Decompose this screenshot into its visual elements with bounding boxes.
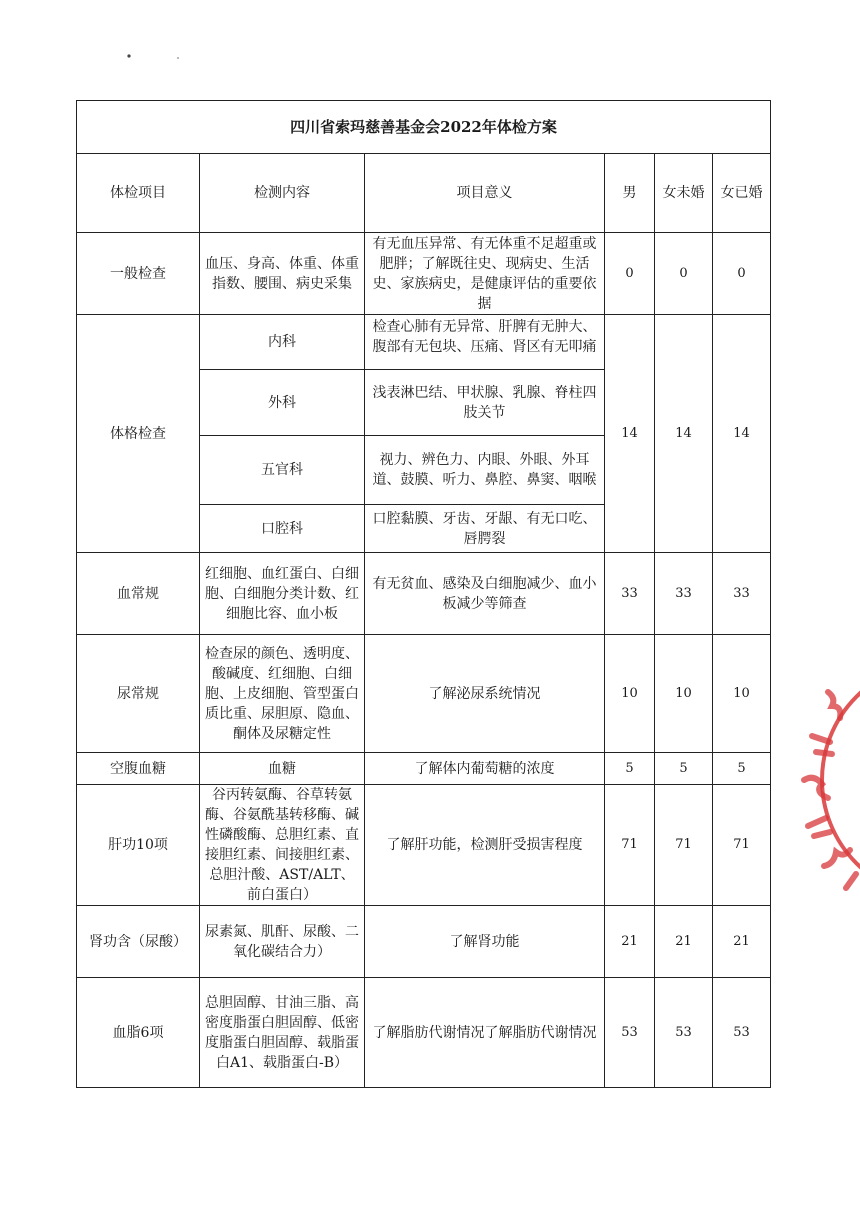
table-row bbox=[77, 553, 771, 635]
meaning-cell: 视力、辨色力、内眼、外眼、外耳道、鼓膜、听力、鼻腔、鼻窦、咽喉 bbox=[365, 436, 605, 505]
item-cell: 肝功10项 bbox=[77, 785, 200, 906]
table-row bbox=[77, 785, 771, 906]
table-row bbox=[77, 978, 771, 1088]
table-title: 四川省索玛慈善基金会2022年体检方案 bbox=[77, 101, 771, 154]
meaning-cell: 口腔黏膜、牙齿、牙龈、有无口吃、唇腭裂 bbox=[365, 505, 605, 553]
meaning-cell: 了解肝功能，检测肝受损害程度 bbox=[365, 785, 605, 906]
female-married-price: 14 bbox=[713, 315, 771, 553]
item-cell: 体格检查 bbox=[77, 315, 200, 553]
male-price: 0 bbox=[605, 233, 655, 315]
female-unmarried-price: 5 bbox=[655, 753, 713, 785]
female-married-price: 71 bbox=[713, 785, 771, 906]
female-unmarried-price: 71 bbox=[655, 785, 713, 906]
sub-item-cell: 外科 bbox=[200, 370, 365, 436]
red-seal-stamp bbox=[790, 640, 860, 920]
male-price: 33 bbox=[605, 553, 655, 635]
meaning-cell: 有无血压异常、有无体重不足超重或肥胖；了解既往史、现病史、生活史、家族病史，是健康评估的重要依据 bbox=[365, 233, 605, 315]
sub-item-cell: 五官科 bbox=[200, 436, 365, 505]
meaning-cell: 了解泌尿系统情况 bbox=[365, 635, 605, 753]
exam-plan-table bbox=[76, 100, 771, 1088]
item-cell: 血脂6项 bbox=[77, 978, 200, 1088]
table-row bbox=[77, 753, 771, 785]
table-row bbox=[77, 315, 771, 370]
meaning-cell: 了解肾功能 bbox=[365, 906, 605, 978]
table-row bbox=[77, 635, 771, 753]
scan-specks bbox=[0, 0, 200, 70]
content-cell: 血压、身高、体重、体重指数、腰围、病史采集 bbox=[200, 233, 365, 315]
sub-item-cell: 内科 bbox=[200, 315, 365, 370]
content-cell: 谷丙转氨酶、谷草转氨酶、谷氨酰基转移酶、碱性磷酸酶、总胆红素、直接胆红素、间接胆红素、总胆汁酸、AST/ALT、前白蛋白） bbox=[200, 785, 365, 906]
item-cell: 肾功含（尿酸） bbox=[77, 906, 200, 978]
content-cell: 尿素氮、肌酐、尿酸、二氧化碳结合力） bbox=[200, 906, 365, 978]
item-cell: 血常规 bbox=[77, 553, 200, 635]
item-cell: 尿常规 bbox=[77, 635, 200, 753]
female-married-price: 5 bbox=[713, 753, 771, 785]
header-meaning: 项目意义 bbox=[365, 154, 605, 233]
item-cell: 一般检查 bbox=[77, 233, 200, 315]
female-unmarried-price: 0 bbox=[655, 233, 713, 315]
male-price: 10 bbox=[605, 635, 655, 753]
female-married-price: 10 bbox=[713, 635, 771, 753]
female-married-price: 33 bbox=[713, 553, 771, 635]
female-unmarried-price: 53 bbox=[655, 978, 713, 1088]
meaning-cell: 了解体内葡萄糖的浓度 bbox=[365, 753, 605, 785]
male-price: 71 bbox=[605, 785, 655, 906]
header-female-unmarried: 女未婚 bbox=[655, 154, 713, 233]
content-cell: 总胆固醇、甘油三脂、高密度脂蛋白胆固醇、低密度脂蛋白胆固醇、载脂蛋白A1、载脂蛋白-B） bbox=[200, 978, 365, 1088]
content-cell: 血糖 bbox=[200, 753, 365, 785]
male-price: 21 bbox=[605, 906, 655, 978]
male-price: 14 bbox=[605, 315, 655, 553]
header-row bbox=[77, 154, 771, 233]
sub-item-cell: 口腔科 bbox=[200, 505, 365, 553]
title-row bbox=[77, 101, 771, 154]
header-item: 体检项目 bbox=[77, 154, 200, 233]
item-cell: 空腹血糖 bbox=[77, 753, 200, 785]
header-female-married: 女已婚 bbox=[713, 154, 771, 233]
female-unmarried-price: 14 bbox=[655, 315, 713, 553]
female-unmarried-price: 10 bbox=[655, 635, 713, 753]
meaning-cell: 浅表淋巴结、甲状腺、乳腺、脊柱四肢关节 bbox=[365, 370, 605, 436]
meaning-cell bbox=[365, 315, 605, 370]
header-content: 检测内容 bbox=[200, 154, 365, 233]
content-cell: 检查尿的颜色、透明度、酸碱度、红细胞、白细胞、上皮细胞、管型蛋白质比重、尿胆原、隐血、酮体及尿糖定性 bbox=[200, 635, 365, 753]
meaning-text: 检查心肺有无异常、肝脾有无肿大、腹部有无包块、压痛、肾区有无叩痛 bbox=[372, 319, 597, 355]
table-row bbox=[77, 233, 771, 315]
meaning-cell: 了解脂肪代谢情况了解脂肪代谢情况 bbox=[365, 978, 605, 1088]
meaning-cell: 有无贫血、感染及白细胞减少、血小板减少等筛查 bbox=[365, 553, 605, 635]
male-price: 5 bbox=[605, 753, 655, 785]
header-male: 男 bbox=[605, 154, 655, 233]
female-married-price: 53 bbox=[713, 978, 771, 1088]
content-cell: 红细胞、血红蛋白、白细胞、白细胞分类计数、红细胞比容、血小板 bbox=[200, 553, 365, 635]
female-unmarried-price: 33 bbox=[655, 553, 713, 635]
table-row bbox=[77, 906, 771, 978]
female-married-price: 21 bbox=[713, 906, 771, 978]
female-unmarried-price: 21 bbox=[655, 906, 713, 978]
male-price: 53 bbox=[605, 978, 655, 1088]
female-married-price: 0 bbox=[713, 233, 771, 315]
